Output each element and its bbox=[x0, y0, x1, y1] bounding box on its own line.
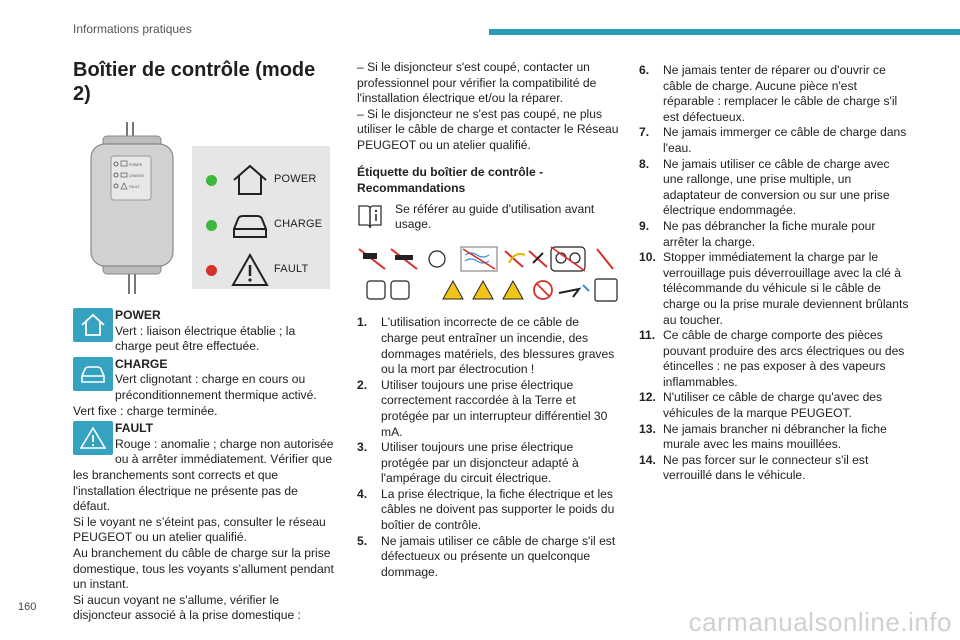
car-icon bbox=[230, 207, 270, 243]
header-title: Informations pratiques bbox=[73, 22, 192, 36]
recommendations-list-b bbox=[639, 63, 911, 484]
status-fault bbox=[73, 421, 335, 624]
list-item: 8. Ne jamais utiliser ce câble de charge avec une rallonge, une prise multiple, un adaptateur de conversion ou sur une prise électrique endommagée. bbox=[639, 156, 890, 218]
status-label-fault: FAULT bbox=[115, 421, 154, 436]
control-box-figure bbox=[73, 122, 335, 294]
status-text-charge: Vert clignotant : charge en cours ou préconditionnement thermique activé. bbox=[115, 372, 317, 402]
list-item: 13. Ne jamais brancher ni débrancher la fiche murale avec les mains mouillées. bbox=[639, 421, 887, 452]
list-item: 10. Stopper immédiatement la charge par le verrouillage puis déverrouillage avec la clé à télécommande du véhicule si le câble de charge ou la prise murale deviennent brûlants au toucher. bbox=[639, 250, 909, 327]
header-accent-bar bbox=[489, 29, 960, 35]
dash-item-2: – Si le disjoncteur ne s'est pas coupé, ne plus utiliser le câble de charge et contacter le Réseau PEUGEOT ou un atelier qualifié. bbox=[357, 106, 619, 152]
status-text-power: Vert : liaison électrique établie ; la charge peut être effectuée. bbox=[115, 323, 296, 354]
section-title: Boîtier de contrôle (mode 2) bbox=[73, 59, 316, 105]
status-extra-fault-2: Au branchement du câble de charge sur la prise domestique, tous les voyants s’allument pendant un instant. bbox=[73, 545, 334, 592]
status-extra-fault-3: Si aucun voyant ne s'allume, vérifier le disjoncteur associé à la prise domestique : bbox=[73, 592, 301, 623]
led-indicator-charge bbox=[206, 220, 217, 231]
status-text-fault: Rouge : anomalie ; charge non autorisée ou à arrêter immédiatement. Vérifier que les branchements sont corrects et que l'installation électrique ne présente pas de défaut. bbox=[73, 436, 334, 514]
list-item: 9. Ne pas débrancher la fiche murale pour arrêter la charge. bbox=[639, 218, 876, 249]
list-item: 12. N'utiliser ce câble de charge qu'avec des véhicules de la marque PEUGEOT. bbox=[639, 390, 883, 421]
led-row-power bbox=[192, 162, 330, 202]
led-indicator-fault bbox=[206, 265, 217, 276]
list-item: 14. Ne pas forcer sur le connecteur s'il est verrouillé dans le véhicule. bbox=[639, 452, 869, 483]
list-item: 6. Ne jamais tenter de réparer ou d'ouvrir ce câble de charge. Aucune pièce n'est réparable : remplacer le câble de charge s'il est défectueux. bbox=[639, 63, 898, 124]
device-label-fault: FAULT bbox=[129, 185, 140, 189]
page-number: 160 bbox=[18, 601, 37, 613]
list-item: 1. L'utilisation incorrecte de ce câble de charge peut entraîner un incendie, des dommages matériels, des blessures graves ou la mort par électrocution ! bbox=[357, 315, 615, 377]
control-box-device-image bbox=[89, 122, 193, 294]
warning-icon bbox=[73, 421, 113, 455]
warning-icon bbox=[230, 252, 270, 288]
list-item: 5. Ne jamais utiliser ce câble de charge s'il est défectueux ou présente un quelconque dommage. bbox=[357, 533, 616, 579]
watermark: carmanualsonline.info bbox=[688, 607, 952, 637]
list-item: 7. Ne jamais immerger ce câble de charge dans l'eau. bbox=[639, 125, 907, 155]
led-label-power: POWER bbox=[274, 173, 317, 185]
list-item: 3. Utiliser toujours une prise électrique protégée par un disjoncteur adapté à l'ampérage du circuit électrique. bbox=[357, 440, 579, 486]
list-item: 4. La prise électrique, la fiche électrique et les câbles ne doivent pas supporter le poids du boîtier de contrôle. bbox=[357, 486, 615, 533]
led-legend-panel bbox=[192, 146, 330, 289]
list-item: 11. Ce câble de charge comporte des pièces pouvant produire des arcs électriques ou des étincelles : ne pas exposer à des vapeurs inflammables. bbox=[639, 328, 905, 389]
house-icon bbox=[230, 162, 270, 198]
list-item: 2. Utiliser toujours une prise électrique correctement raccordée à la Terre et protégée par un interrupteur différentiel 30 mA. bbox=[357, 377, 608, 439]
led-row-fault bbox=[192, 252, 330, 292]
label-section-title: Étiquette du boîtier de contrôle - Recommandations bbox=[357, 164, 544, 195]
status-charge bbox=[73, 357, 335, 419]
device-label-power: POWER bbox=[129, 163, 143, 167]
column-3 bbox=[639, 63, 911, 484]
device-label-charge: CHARGE bbox=[129, 174, 144, 178]
led-row-charge bbox=[192, 207, 330, 247]
led-indicator-power bbox=[206, 175, 217, 186]
status-extra-charge: Vert fixe : charge terminée. bbox=[73, 403, 218, 418]
dash-item-1: – Si le disjoncteur s'est coupé, contacter un professionnel pour vérifier la compatibilité de l'installation électrique et/ou la réparer. bbox=[357, 60, 597, 106]
info-note-text: Se référer au guide d'utilisation avant usage. bbox=[395, 201, 595, 232]
info-note bbox=[357, 202, 619, 233]
status-label-power: POWER bbox=[115, 308, 161, 322]
column-1 bbox=[73, 58, 335, 624]
recommendations-list-a bbox=[357, 315, 619, 580]
label-pictograms-image bbox=[357, 245, 619, 303]
led-label-fault: FAULT bbox=[274, 263, 309, 275]
house-icon bbox=[73, 308, 113, 342]
led-label-charge: CHARGE bbox=[274, 218, 323, 230]
status-extra-fault-1: Si le voyant ne s’éteint pas, consulter le réseau PEUGEOT ou un atelier qualifié. bbox=[73, 514, 326, 545]
status-power bbox=[73, 308, 335, 355]
status-label-charge: CHARGE bbox=[115, 356, 168, 371]
column-2 bbox=[357, 60, 619, 580]
info-book-icon bbox=[357, 202, 383, 230]
car-icon bbox=[73, 357, 113, 391]
